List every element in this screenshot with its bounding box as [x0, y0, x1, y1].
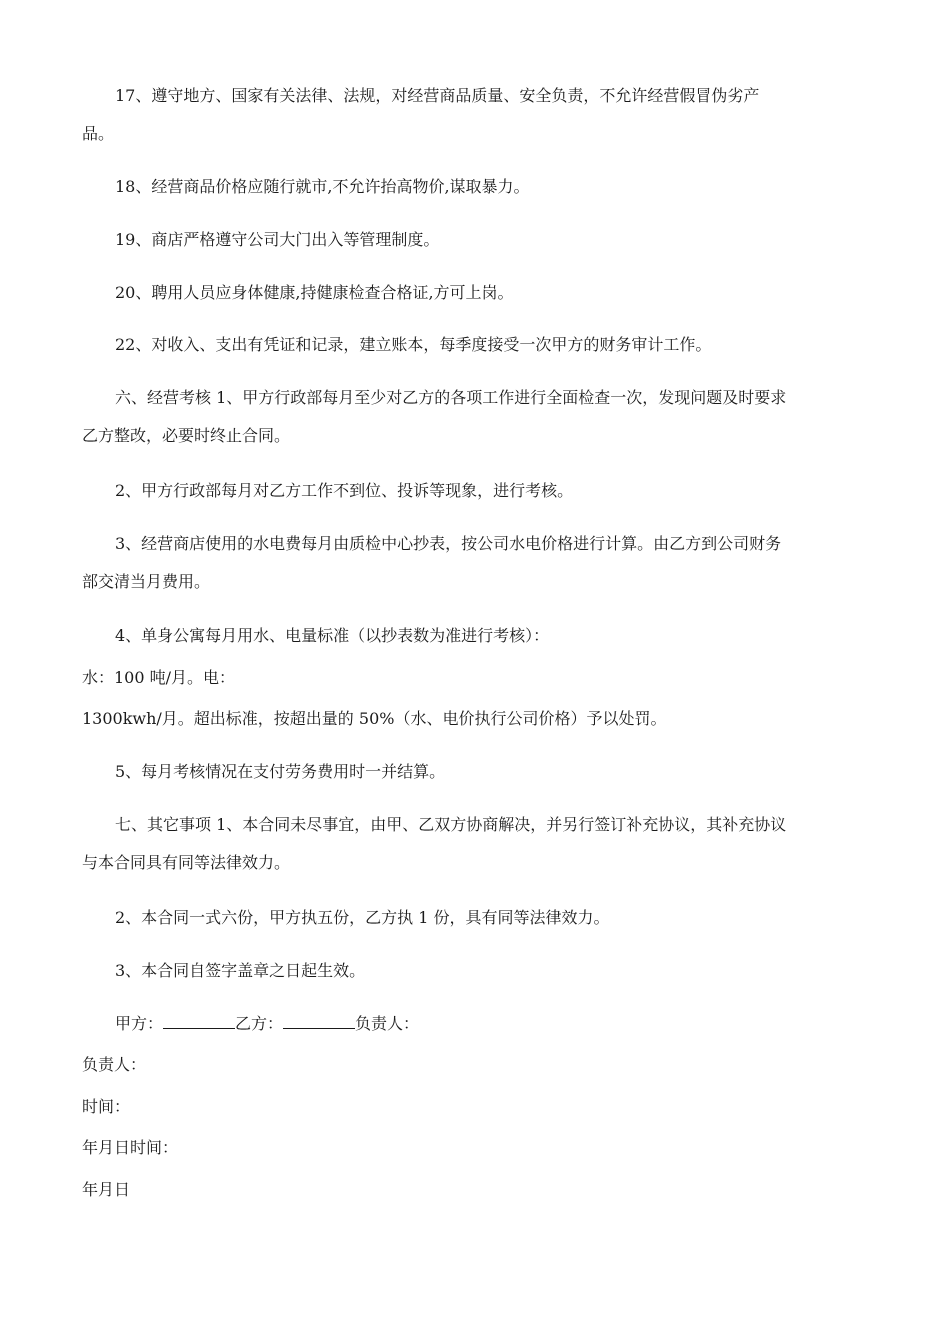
clause-19: 19、商店严格遵守公司大门出入等管理制度。	[115, 230, 440, 249]
responsible-label: 负责人：	[355, 1014, 420, 1033]
assessment-4-line-2: 水：100 吨/月。电：	[82, 668, 236, 687]
clause-20: 20、聘用人员应身体健康,持健康检查合格证,方可上岗。	[115, 283, 514, 302]
section-7-line-2: 与本合同具有同等法律效力。	[82, 853, 291, 872]
party-b-label: 乙方：	[235, 1014, 284, 1033]
section-6-line-2: 乙方整改，必要时终止合同。	[82, 426, 291, 445]
tail-date-time: 年月日时间：	[82, 1138, 179, 1157]
other-2: 2、本合同一式六份，甲方执五份，乙方执 1 份，具有同等法律效力。	[115, 908, 610, 927]
signature-line	[115, 1014, 419, 1034]
assessment-4-line-1: 4、单身公寓每月用水、电量标准（以抄表数为准进行考核）：	[115, 626, 550, 645]
party-a-label: 甲方：	[115, 1014, 164, 1033]
party-b-blank	[283, 1014, 355, 1029]
clause-22: 22、对收入、支出有凭证和记录，建立账本，每季度接受一次甲方的财务审计工作。	[115, 335, 712, 354]
assessment-2: 2、甲方行政部每月对乙方工作不到位、投诉等现象，进行考核。	[115, 481, 574, 500]
clause-17-line-2: 品。	[82, 124, 115, 143]
section-7-line-1: 七、其它事项 1、本合同未尽事宜，由甲、乙双方协商解决，并另行签订补充协议，其补充协议	[115, 815, 787, 834]
tail-responsible: 负责人：	[82, 1055, 147, 1074]
tail-time: 时间：	[82, 1097, 131, 1116]
party-a-blank	[163, 1014, 235, 1029]
section-6-line-1: 六、经营考核 1、甲方行政部每月至少对乙方的各项工作进行全面检查一次，发现问题及时要求	[115, 388, 787, 407]
assessment-5: 5、每月考核情况在支付劳务费用时一并结算。	[115, 762, 446, 781]
assessment-3-line-2: 部交清当月费用。	[82, 572, 211, 591]
other-3: 3、本合同自签字盖章之日起生效。	[115, 961, 366, 980]
assessment-3-line-1: 3、经营商店使用的水电费每月由质检中心抄表，按公司水电价格进行计算。由乙方到公司财务	[115, 534, 782, 553]
clause-18: 18、经营商品价格应随行就市,不允许抬高物价,谋取暴力。	[115, 177, 530, 196]
clause-17-line-1: 17、遵守地方、国家有关法律、法规，对经营商品质量、安全负责，不允许经营假冒伪劣产	[115, 86, 760, 105]
assessment-4-line-3: 1300kwh/月。超出标准，按超出量的 50%（水、电价执行公司价格）予以处罚。	[82, 709, 667, 728]
tail-date: 年月日	[82, 1180, 131, 1199]
